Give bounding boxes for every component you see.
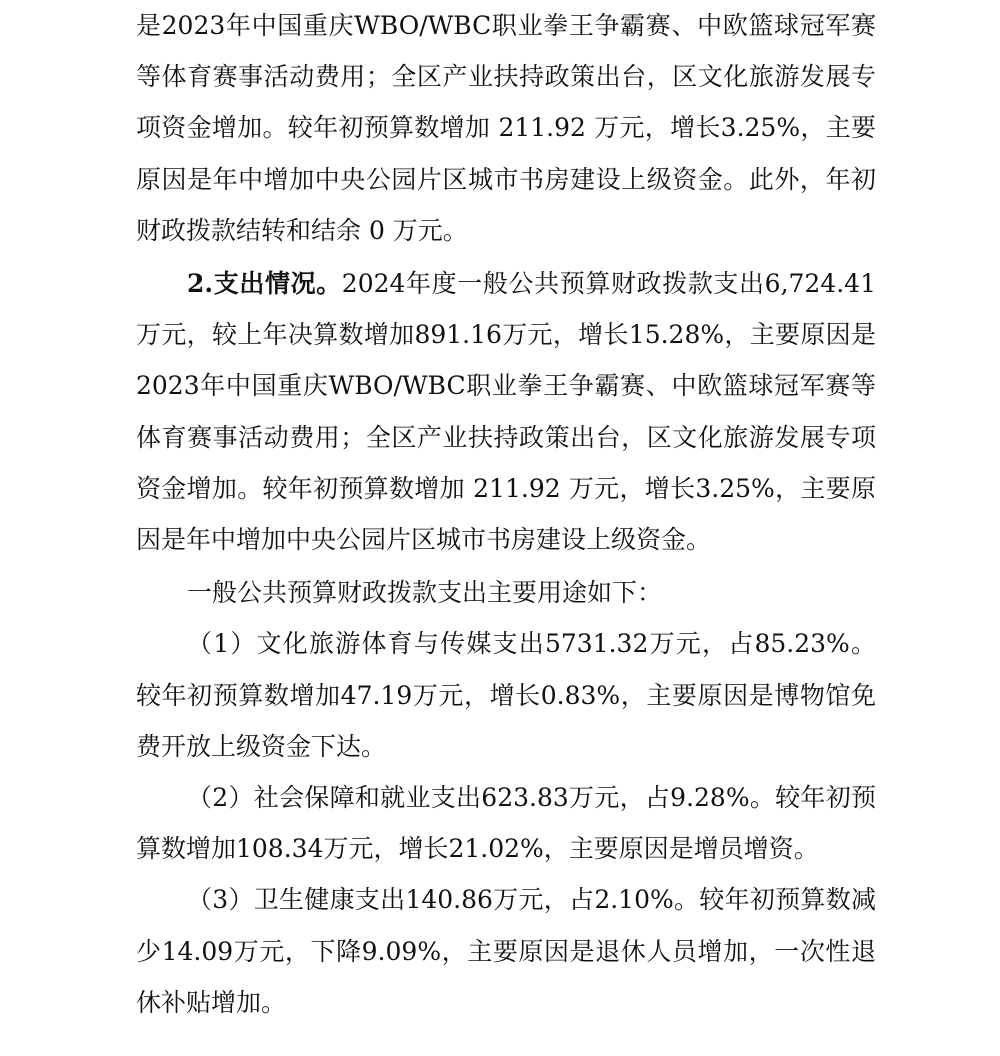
paragraph-text: （3）卫生健康支出140.86万元，占2.10%。较年初预算数减少14.09万元，下降9.09%，主要原因是退休人员增加，一次性退休补贴增加。 <box>136 885 876 1017</box>
paragraph-text: 是2023年中国重庆WBO/WBC职业拳王争霸赛、中欧篮球冠军赛等体育赛事活动费用；全区产业扶持政策出台，区文化旅游发展专项资金增加。较年初预算数增加 211.92 万元，增长3.25%，主要原因是年中增加中央公园片区城市书房建设上级资金。此外，年初财政拨款结转和结余 0 万元。 <box>136 11 876 245</box>
paragraph-item-culture-tourism <box>136 618 876 772</box>
paragraph-text: （1）文化旅游体育与传媒支出5731.32万元，占85.23%。较年初预算数增加47.19万元，增长0.83%，主要原因是博物馆免费开放上级资金下达。 <box>136 629 876 761</box>
paragraph-text: 一般公共预算财政拨款支出主要用途如下： <box>187 578 663 608</box>
document-body <box>136 0 876 1028</box>
section-heading-expenditure: 2.支出情况。 <box>187 269 342 299</box>
paragraph-text: 2024年度一般公共预算财政拨款支出6,724.41万元，较上年决算数增加891.16万元，增长15.28%，主要原因是2023年中国重庆WBO/WBC职业拳王争霸赛、中欧篮球冠军赛等体育赛事活动费用；全区产业扶持政策出台，区文化旅游发展专项资金增加。较年初预算数增加 211.92 万元，增长3.25%，主要原因是年中增加中央公园片区城市书房建设上级资金。 <box>136 269 876 555</box>
paragraph-expenditure-summary <box>136 258 876 565</box>
paragraph-item-social-security <box>136 772 876 874</box>
paragraph-item-health <box>136 874 876 1028</box>
paragraph-uses-intro <box>136 567 876 618</box>
paragraph-continued-income <box>136 0 876 256</box>
paragraph-text: （2）社会保障和就业支出623.83万元，占9.28%。较年初预算数增加108.34万元，增长21.02%，主要原因是增员增资。 <box>136 783 876 864</box>
